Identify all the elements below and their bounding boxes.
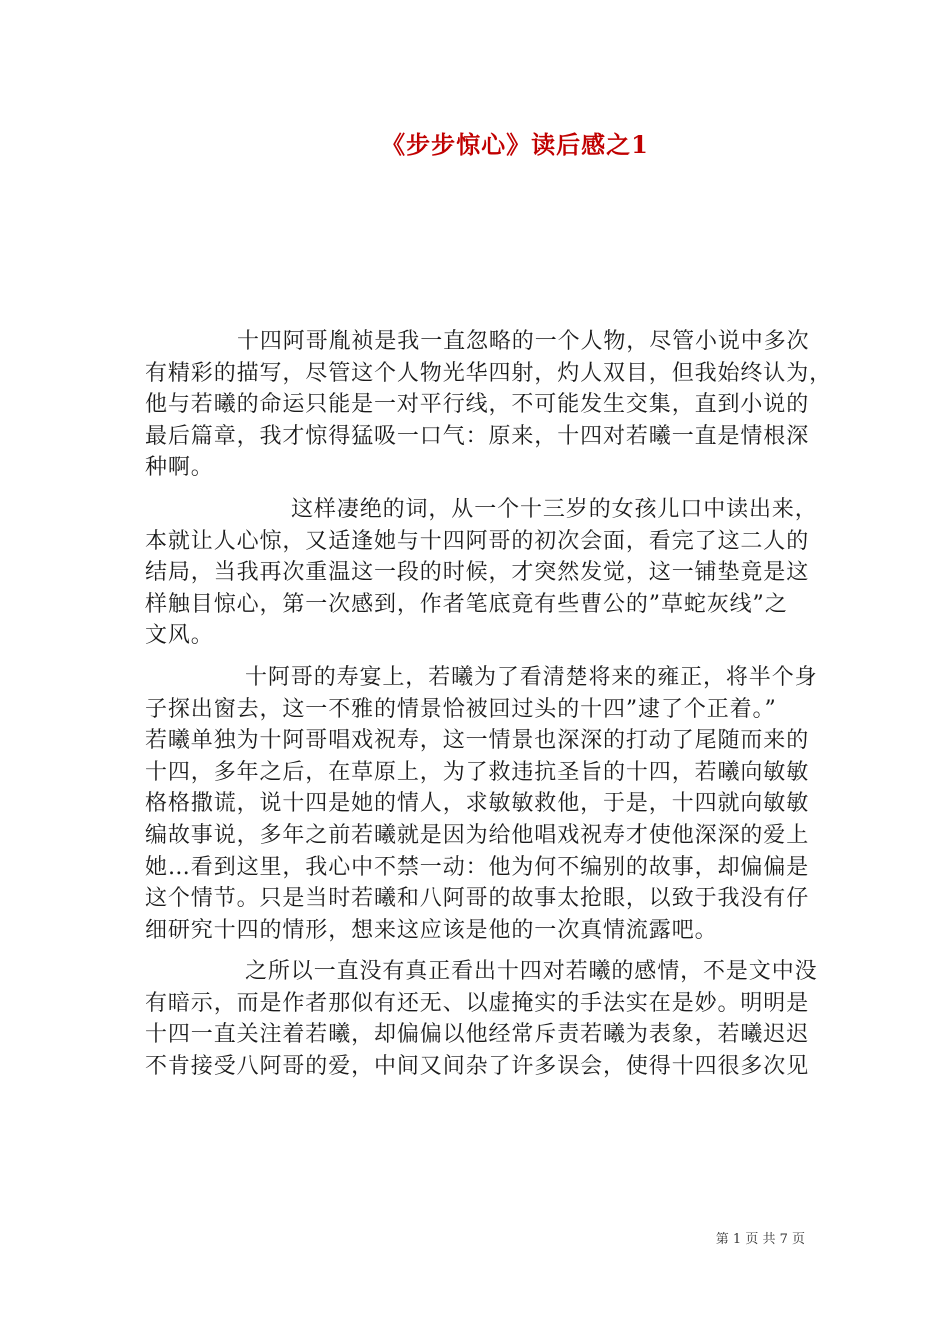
text-line: 有暗示，而是作者那似有还无、以虚掩实的手法实在是妙。明明是 (145, 990, 810, 1016)
text-line: 样触目惊心，第一次感到，作者笔底竟有些曹公的”草蛇灰线”之 (145, 591, 788, 617)
text-line: 有精彩的描写，尽管这个人物光华四射，灼人双目，但我始终认为， (145, 360, 833, 386)
paragraph-gap (145, 652, 810, 662)
paragraph-2 (145, 494, 818, 652)
text-line: 十阿哥的寿宴上，若曦为了看清楚将来的雍正，将半个身 (245, 664, 818, 690)
text-line: 文风。 (145, 623, 214, 649)
text-line: 若曦单独为十阿哥唱戏祝寿，这一情景也深深的打动了尾随而来的 (145, 728, 810, 754)
paragraph-gap (145, 946, 810, 956)
text-line: 细研究十四的情形，想来这应该是他的一次真情流露吧。 (145, 917, 718, 943)
text-line: 十四阿哥胤祯是我一直忽略的一个人物，尽管小说中多次 (237, 329, 810, 354)
paragraph-gap (145, 484, 810, 494)
text-line: 子探出窗去，这一不雅的情景恰被回过头的十四”逮了个正着。” (145, 696, 777, 722)
text-line: 十四，多年之后，在草原上，为了救违抗圣旨的十四，若曦向敏敏 (145, 759, 810, 785)
text-line: 不肯接受八阿哥的爱，中间又间杂了许多误会，使得十四很多次见 (145, 1054, 810, 1080)
text-line: 格格撒谎，说十四是她的情人，求敏敏救他，于是，十四就向敏敏 (145, 791, 810, 817)
text-line: 结局，当我再次重温这一段的时候，才突然发觉，这一铺垫竟是这 (145, 560, 810, 586)
page-number: 第 1 页 共 7 页 (715, 1232, 805, 1247)
text-line: 之所以一直没有真正看出十四对若曦的感情，不是文中没 (245, 959, 818, 985)
document-body (145, 326, 833, 1083)
paragraph-3 (145, 662, 818, 946)
paragraph-1 (145, 326, 833, 484)
text-line: 他与若曦的命运只能是一对平行线，不可能发生交集，直到小说的 (145, 392, 810, 418)
text-line: 最后篇章，我才惊得猛吸一口气：原来，十四对若曦一直是情根深 (145, 423, 810, 449)
text-line: 她…看到这里，我心中不禁一动：他为何不编别的故事，却偏偏是 (145, 854, 810, 880)
text-line: 这样凄绝的词，从一个十三岁的女孩儿口中读出来， (291, 496, 818, 522)
text-line: 这个情节。只是当时若曦和八阿哥的故事太抢眼，以致于我没有仔 (145, 886, 810, 912)
text-line: 十四一直关注着若曦，却偏偏以他经常斥责若曦为表象，若曦迟迟 (145, 1022, 810, 1048)
text-line: 种啊。 (145, 455, 214, 481)
paragraph-4 (145, 956, 818, 1082)
text-line: 本就让人心惊，又适逢她与十四阿哥的初次会面，看完了这二人的 (145, 528, 810, 554)
document-title: 《步步惊心》读后感之1 (381, 130, 649, 159)
text-line: 编故事说，多年之前若曦就是因为给他唱戏祝寿才使他深深的爱上 (145, 822, 810, 848)
